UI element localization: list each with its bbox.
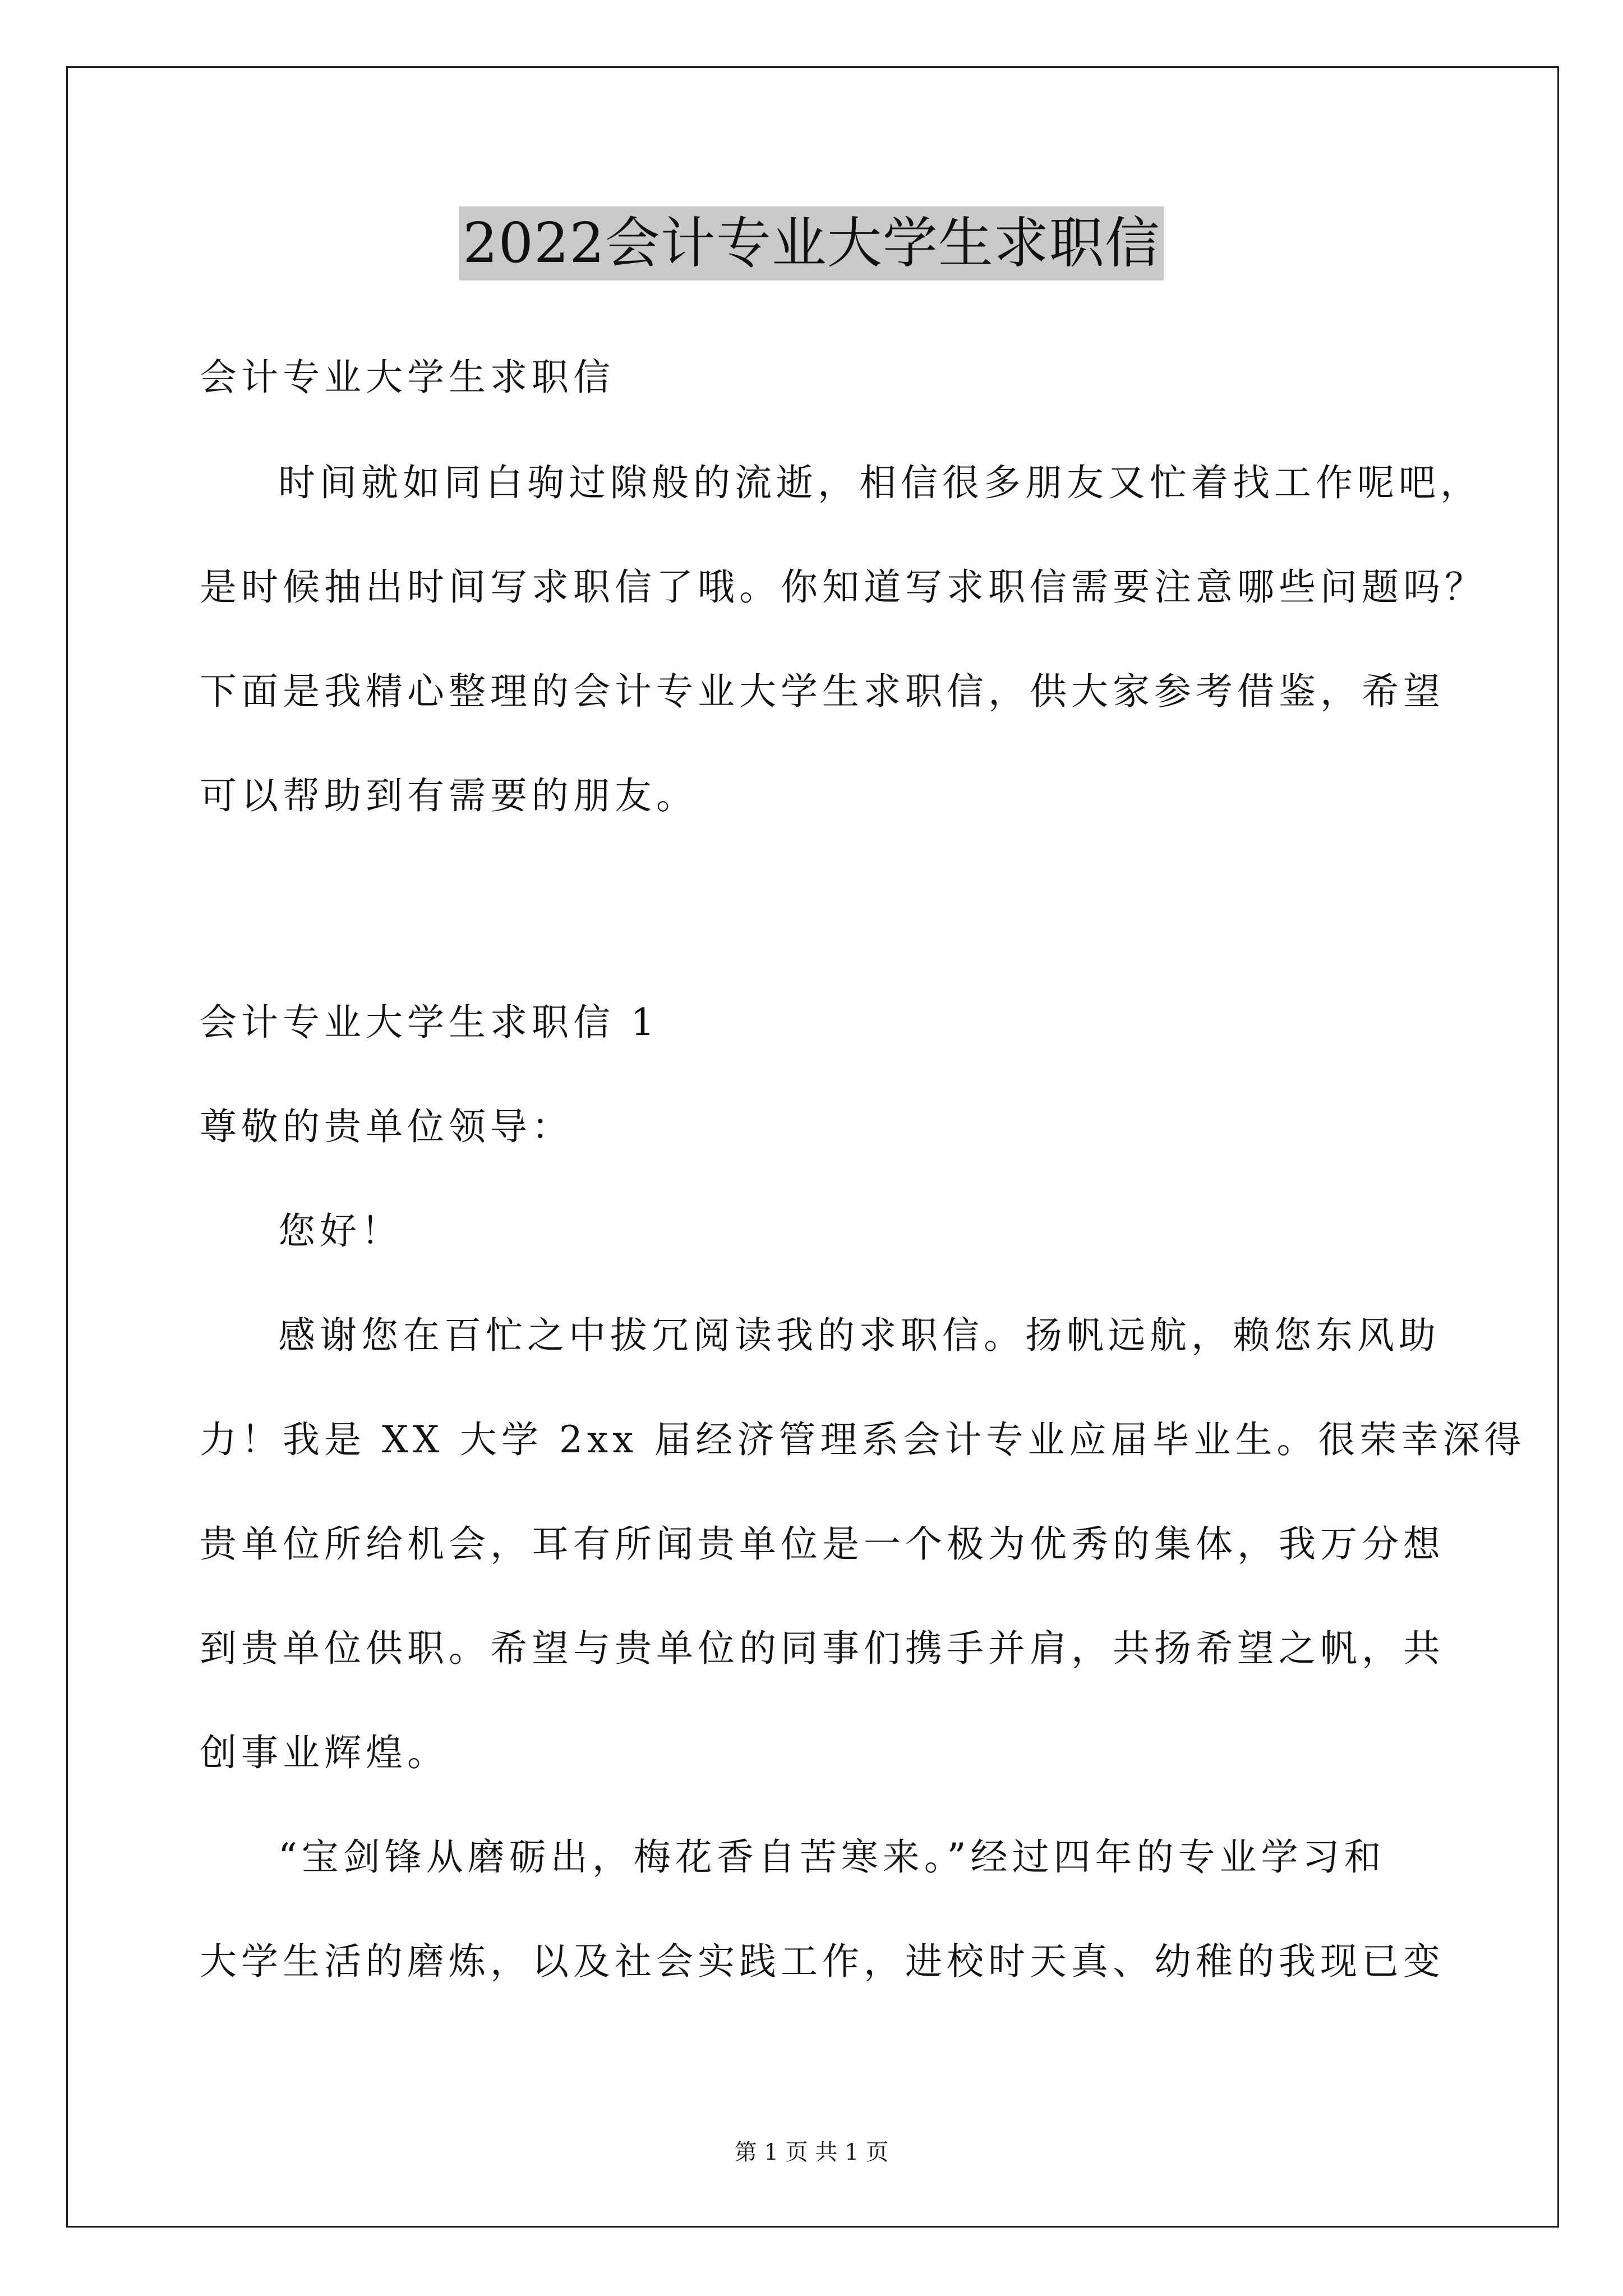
section-heading: 会计专业大学生求职信 1 <box>200 1001 659 1044</box>
paragraph-line: 下面是我精心整理的会计专业大学生求职信，供大家参考借鉴，希望 <box>200 670 1445 713</box>
subtitle-line: 会计专业大学生求职信 <box>200 356 615 399</box>
paragraph-line: 大学生活的磨炼，以及社会实践工作，进校时天真、幼稚的我现已变 <box>200 1940 1445 1983</box>
paragraph-line: 贵单位所给机会，耳有所闻贵单位是一个极为优秀的集体，我万分想 <box>200 1522 1445 1566</box>
paragraph-line: 到贵单位供职。希望与贵单位的同事们携手并肩，共扬希望之帆，共 <box>200 1627 1445 1670</box>
paragraph-line: 可以帮助到有需要的朋友。 <box>200 774 698 817</box>
paragraph-line: 时间就如同白驹过隙般的流逝，相信很多朋友又忙着找工作呢吧， <box>278 461 1482 504</box>
paragraph-line: “宝剑锋从磨砺出，梅花香自苦寒来。”经过四年的专业学习和 <box>278 1835 1386 1879</box>
paragraph-line: 是时候抽出时间写求职信了哦。你知道写求职信需要注意哪些问题吗？ <box>200 565 1486 609</box>
document-title: 2022会计专业大学生求职信 <box>459 206 1163 280</box>
greeting-line: 您好！ <box>278 1209 403 1253</box>
title-container <box>0 206 1623 280</box>
paragraph-line: 感谢您在百忙之中拔冗阅读我的求职信。扬帆远航，赖您东风助 <box>278 1314 1440 1357</box>
paragraph-line: 创事业辉煌。 <box>200 1731 449 1774</box>
salutation-line: 尊敬的贵单位领导： <box>200 1105 573 1148</box>
page-footer: 第 1 页 共 1 页 <box>734 2139 889 2165</box>
paragraph-line: 力！我是 XX 大学 2xx 届经济管理系会计专业应届毕业生。很荣幸深得 <box>200 1418 1526 1461</box>
